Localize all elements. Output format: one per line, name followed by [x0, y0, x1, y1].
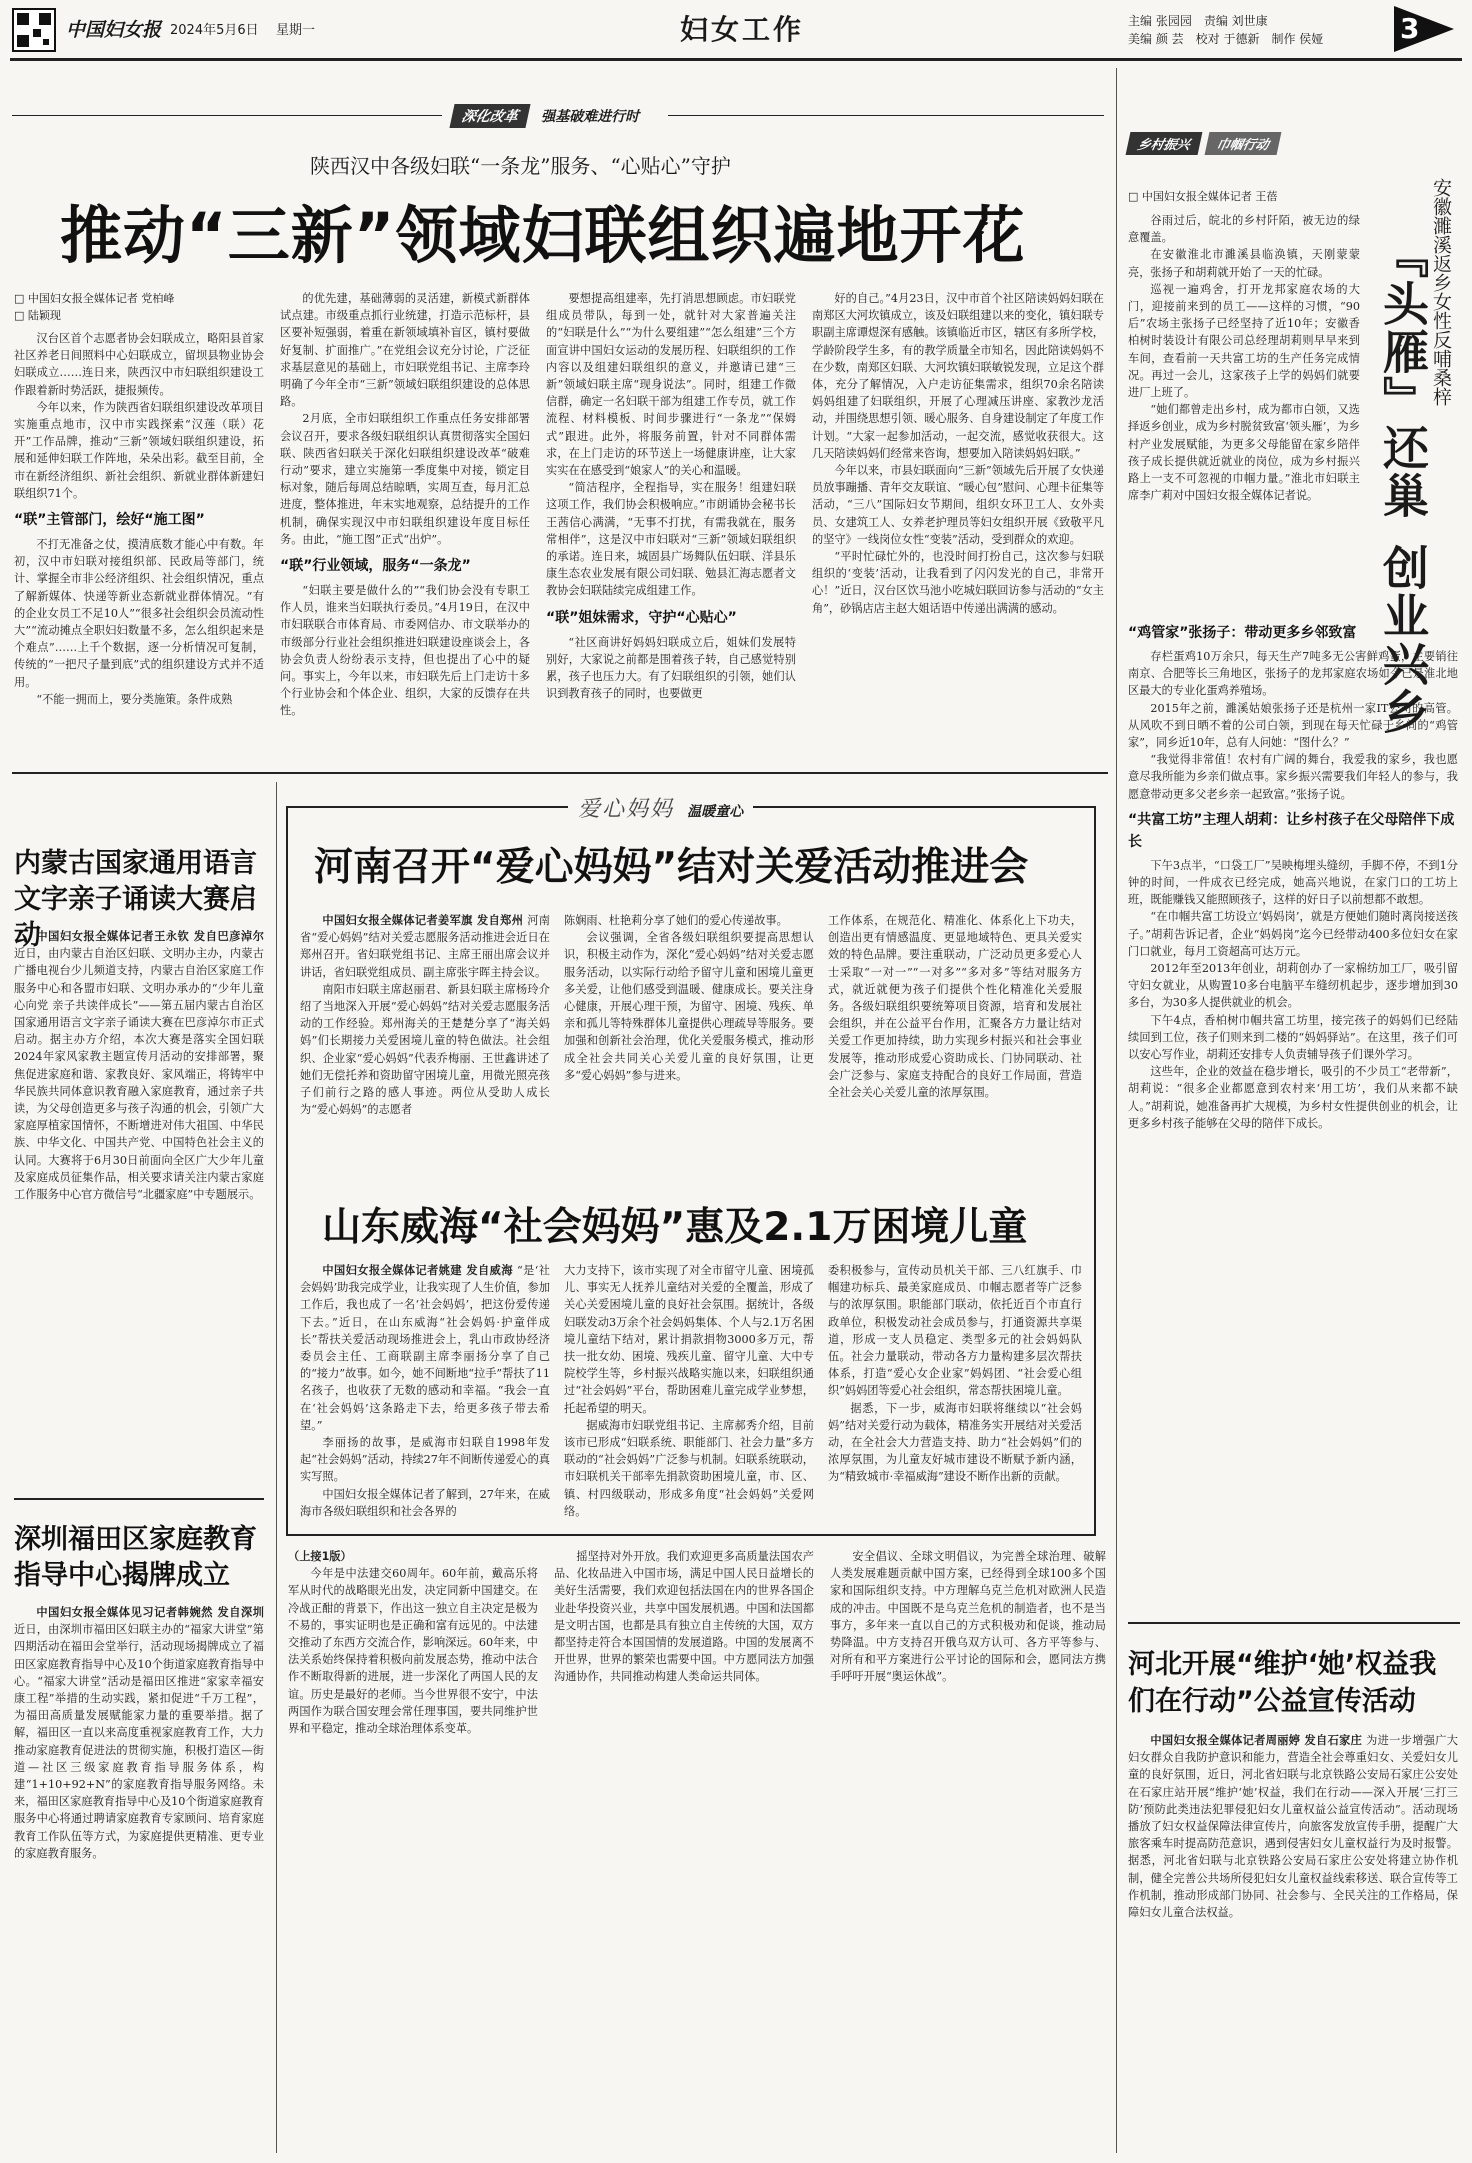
left-news-2-body: 中国妇女报全媒体见习记者韩婉然 发自深圳 近日，由深圳市福田区妇联主办的“福家大讲堂”第四期活动在福田会堂举行，活动现场揭牌成立了福田区家庭教育指导中心及10个街道家庭教育指导中心。“福家大讲堂”活动是福田区推进“家家幸福安康工程”举措的生动实践，紧扣促进“千万工程”，为福田高质量发展赋能家力量的重要举措。据了解，福田区一直以来高度重视家庭教育工作，大力推动家庭教育促进法的贯彻实施，积极打造区—街道—社区三级家庭教育指导服务体系，构建“1+10+92+N”的家庭教育指导服务网络。未来，福田区家庭教育指导中心及10个街道家庭教育服务中心将通过聘请家庭教育专家顾问、培育家庭教育工作队伍等方式，为家庭提供更精准、更专业的家庭教育服务。	[14, 1606, 264, 1860]
left-news-2-title: 深圳福田区家庭教育指导中心揭牌成立	[14, 1524, 257, 1591]
issue-date: 2024年5月6日	[170, 23, 259, 38]
right-story-column-tag: 乡村振兴 巾帼行动	[1128, 132, 1279, 155]
story1-byline: □ 中国妇女报全媒体记者 党柏峰 □ 陆颖现	[14, 292, 175, 322]
story1-subtitle: 陕西汉中各级妇联“一条龙”服务、“心贴心”守护	[310, 154, 731, 178]
page-number: 3	[1400, 12, 1420, 45]
left-news-divider	[14, 1498, 264, 1500]
masthead-rule	[10, 58, 1462, 61]
paper-name: 中国妇女报	[66, 19, 162, 41]
story3-title: 山东威海“社会妈妈”惠及2.1万困境儿童	[322, 1205, 1028, 1250]
story1-tag-rule	[12, 115, 442, 116]
credits-line-1: 主编 张园园 责编 刘世康	[1128, 14, 1268, 28]
right-story-byline: □ 中国妇女报全媒体记者 王蓓	[1128, 190, 1278, 203]
story1-column-2: 的优先建，基础薄弱的灵活建，新模式新群体试点建。市级重点抓行业统建，打造示范标杆，县区要补短强弱，着重在新领域填补盲区，镇村要做好复制、扩面推广。”在党组会议充分讨论，广泛征求基层意见的基础上，市妇联党组书记、主席李玲明确了今年全市“三新”领域妇联组织建设的总体思路。 2月底，全市妇联组织工作重点任务安排部署会议召开，要求各级妇联组织认真贯彻落实全国妇联、陕西省妇联关于深化妇联组织建设改革“破难行动”要求，建立实施第一季度集中对接，锁定目标对象，随后每周总结晾晒，实周互查，每月汇总进度，整体推进，年末实地观察，总结提升的工作机制，确保实现汉中市妇联组织建设年度目标任务。由此，“施工图”正式“出炉”。 “联”行业领域，服务“一条龙” “妇联主要是做什么的”“我们协会没有专职工作人员，谁来当妇联执行委员。”4月19日，在汉中市妇联联合市体育局、市委网信办、市文联举办的市级部分行业社会组织推进妇联建设座谈会上，各协会负责人纷纷表示支持，但也提出了心中的疑问。事实上，今年以来，市妇联先后上门走访十多个行业协会和个体企业、组织，大家的反馈存在共性。	[280, 292, 530, 718]
left-news-1-title: 内蒙古国家通用语言文字亲子诵读大赛启动	[14, 848, 257, 951]
story1-column-tag: 深化改革 强基破难进行时	[452, 104, 639, 128]
right-news-title: 河北开展“维护‘她’权益我们在行动”公益宣传活动	[1128, 1649, 1437, 1717]
story2-title: 河南召开“爱心妈妈”结对关爱活动推进会	[314, 845, 1029, 890]
story1-tag-rule-right	[668, 115, 1104, 116]
story3-column-3: 委积极参与，宣传动员机关干部、三八红旗手、巾帼建功标兵、最美家庭成员、巾帼志愿者等广泛参与的浓厚氛围。职能部门联动，依托近百个市直行政单位，积极发动社会成员参与，打通资源共享渠道，形成一支人员稳定、类型多元的社会妈妈队伍。社会力量联动，带动各方力量构建多层次帮扶体系，打造“爱心女企业家”妈妈团、“社会爱心组织”妈妈团等爱心社会组织，常态帮扶困境儿童。 据悉，下一步，威海市妇联将继续以“社会妈妈”结对关爱行动为载体，精准务实开展结对关爱活动，在全社会大力营造支持、助力“社会妈妈”们的浓厚氛围，为儿童友好城市建设不断赋予新内涵，为“精致城市·幸福威海”建设不断作出新的贡献。	[828, 1264, 1082, 1484]
continued-column-1: （上接1版） 今年是中法建交60周年。60年前，戴高乐将军从时代的战略眼光出发，决定同新中国建交。在冷战正酣的背景下，作出这一独立自主决定是极为不易的，事实证明也是正确和富有远见的。中法建交推动了东西方交流合作，影响深远。60年来，中法关系始终保持着积极向前发展态势，推动中法合作不断取得新的进展，进一步深化了两国人民的友谊。历史是最好的老师。当今世界很不安宁，中法两国作为联合国安理会常任理事国，要共同维护世界和平稳定，推动全球治理体系变革。	[288, 1550, 538, 1736]
right-story-vertical-title: 『头雁』还巢创业兴乡	[1376, 232, 1430, 736]
right-story-intro: 谷雨过后，皖北的乡村阡陌，被无边的绿意覆盖。 在安徽淮北市濉溪县临涣镇，天刚蒙蒙亮，张扬子和胡莉就开始了一天的忙碌。 巡视一遍鸡舍，打开龙邦家庭农场的大门，迎接前来到的员工——这样的习惯，“90后”农场主张扬子已经坚持了近10年；安徽香柏树时装设计有限公司总经理胡莉则早早来到车间，查看前一天共富工坊的生产任务完成情况。再过一会儿，这家孩子上学的妈妈们就要进厂上班了。 “她们都曾走出乡村，成为都市白领，又选择返乡创业，成为乡村脱贫致富‘领头雁’，为乡村产业发展赋能，为更多父母能留在家乡陪伴孩子成长提供就近就业的岗位，成为乡村振兴路上一支不可忽视的巾帼力量。”淮北市妇联主席李广莉对中国妇女报全媒体记者说。	[1128, 214, 1360, 503]
credits-line-2: 美编 颜 芸 校对 于德新 制作 侯娅	[1128, 32, 1324, 46]
right-news-body: 中国妇女报全媒体记者周丽婷 发自石家庄 为进一步增强广大妇女群众自我防护意识和能力，营造全社会尊重妇女、关爱妇女儿童的良好氛围，近日，河北省妇联与北京铁路公安局石家庄公安处在石家庄站开展“维护‘她’权益，我们在行动——深入开展‘三打三防’预防此类违法犯罪侵犯妇女儿童权益公益宣传活动”。活动现场播放了妇女权益保障法律宣传片，向旅客发放宣传手册，提醒广大旅客乘车时提高防范意识，遇到侵害妇女儿童权益行为及时报警。据悉，河北省妇联与北京铁路公安局石家庄公安处将建立协作机制，健全完善公共场所侵犯妇女儿童权益线索移送、联合宣传等工作机制，推动形成部门协同、社会参与、全民关注的工作格局，保障妇女儿童合法权益。	[1128, 1734, 1458, 1920]
story3-column-2: 大力支持下，该市实现了对全市留守儿童、困境孤儿、事实无人抚养儿童结对关爱的全覆盖，形成了关心关爱困境儿童的良好社会氛围。据统计，各级妇联发动3万余个社会妈妈集体、个人与2.1万名困境儿童结下结对，累计捐款捐物3000多万元，帮扶一批女幼、困境、残疾儿童、留守儿童、大中专院校学生等，乡村振兴战略实施以来，妇联组织通过“社会妈妈”平台，帮助困难儿童完成学业梦想，托起希望的明天。 据威海市妇联党组书记、主席郝秀介绍，目前该市已形成“妇联系统、职能部门、社会力量”多方联动的“社会妈妈”广泛参与机制。妇联系统联动，市妇联机关干部率先捐款资助困境儿童，市、区、镇、村四级联动，形成多角度“社会妈妈”关爱网络。	[564, 1264, 814, 1518]
section-name: 妇女工作	[680, 13, 805, 46]
story1-title: 推动“三新”领域妇联组织遍地开花	[60, 199, 1026, 272]
continued-column-2: 摇坚持对外开放。我们欢迎更多高质量法国农产品、化妆品进入中国市场，满足中国人民日益增长的美好生活需要，我们欢迎包括法国在内的世界各国企业赴华投资兴业，共享中国发展机遇。中国和法国都是文明古国，也都是具有独立自主传统的大国，双方都坚持走符合本国国情的发展道路。中国的发展离不开世界，世界的繁荣也需要中国。中方愿同法方加强沟通协作，共同推动构建人类命运共同体。	[554, 1550, 814, 1684]
story2-column-2: 陈娴雨、杜艳莉分享了她们的爱心传递故事。 会议强调，全省各级妇联组织要提高思想认识，积极主动作为，深化“爱心妈妈”结对关爱志愿服务活动，以实际行动给予留守儿童和困境儿童更多关爱，让他们感受到温暖、健康成长。要关注身心健康，开展心理干预，为留守、困境、残疾、单亲和孤儿等特殊群体儿童提供心理疏导等服务。要加强和创新社会治理，优化关爱服务模式，推动形成全社会共同关心关爱儿童的良好氛围，让更多“爱心妈妈”参与进来。	[564, 914, 814, 1082]
left-column-divider	[276, 782, 277, 2153]
right-story-body: “鸡管家”张扬子：带动更多乡邻致富 存栏蛋鸡10万余只，每天生产7吨多无公害鲜鸡蛋，主要销往南京、合肥等长三角地区，张扬子的龙邦家庭农场如今已是淮北地区最大的专业化蛋鸡养殖场。 2015年之前，濉溪姑娘张扬子还是杭州一家IT公司的高管。从风吹不到日晒不着的公司白领，到现在每天忙碌于乡间的“鸡管家”，同乡近10年，总有人问她：“图什么？” “我觉得非常值！农村有广阔的舞台，我爱我的家乡，我也愿意尽我所能为乡亲们做点事。家乡振兴需要我们年轻人的参与，我愿意带动更多父老乡亲一起致富。”张扬子说。 “共富工坊”主理人胡莉：让乡村孩子在父母陪伴下成长 下午3点半，“口袋工厂”吴映梅埋头缝纫，手脚不停，不到1分钟的时间，一件成衣已经完成，她高兴地说，在家门口的工坊上班，既能赚钱又能照顾孩子，这样的好日子以前想都不敢想。 “在巾帼共富工坊设立‘妈妈岗’，就是方便她们随时离岗接送孩子。”胡莉告诉记者，企业“妈妈岗”迄今已经带动400多位妇女在家门口就业，每月工资超高可达万元。 2012年至2013年创业，胡莉创办了一家棉纺加工厂，吸引留守妇女就业，从购置10多台电脑平车缝纫机起步，逐步增加到30多台，为30多人提供就业的机会。 下午4点，香柏树巾帼共富工坊里，接完孩子的妈妈们已经陆续回到工位，孩子们则来到二楼的“妈妈驿站”。在这里，孩子们可以安心写作业，胡莉还安排专人负责辅导孩子们课外学习。 这些年，企业的效益在稳步增长，吸引的不少员工“老带新”，胡莉说：“很多企业都愿意到农村来‘用工坊’，我们从来都不缺人。”胡莉说，她准备再扩大规模，为乡村女性提供创业的机会，让更多乡村孩子能够在父母的陪伴下成长。	[1128, 625, 1458, 1130]
issue-weekday: 星期一	[276, 23, 316, 38]
qr-code	[12, 8, 56, 52]
story2-column-3: 工作体系，在规范化、精准化、体系化上下功夫，创造出更有情感温度、更显地域特色、更具关爱实效的特色品牌。要注重联动，广泛动员更多爱心人士采取“一对一”“一对多”“多对多”等结对服务方式，就近就便为孩子们提供个性化精准化关爱服务。各级妇联组织要统筹项目资源，培育和发展社会组织，并在公益平台作用，汇聚各方力量让结对关爱工作更加持续，助力实现乡村振兴和社会事业发展等，推动形成爱心资助成长、门协同联动、社会广泛参与、家庭支持配合的良好工作局面，营造全社会关心关爱儿童的浓厚氛围。	[828, 914, 1082, 1100]
right-news-divider	[1128, 1622, 1460, 1624]
story3-column-1: 中国妇女报全媒体记者姚建 发自威海 “是‘社会妈妈’助我完成学业，让我实现了人生价值，参加工作后，我也成了一名‘社会妈妈’，把这份爱传递下去。”近日，在山东威海“社会妈妈·护童伴成长”帮扶关爱活动现场推进会上，乳山市政协经济委员会主任、工商联副主席李丽扬分享了自己的“接力”故事。如今，她不间断地“拉手”帮扶了11名孩子，也收获了无数的感动和幸福。“我会一直在‘社会妈妈’这条路走下去，给更多孩子带去希望。” 李丽扬的故事，是威海市妇联自1998年发起“社会妈妈”活动，持续27年不间断传递爱心的真实写照。 中国妇女报全媒体记者了解到，27年来，在威海市各级妇联组织和社会各界的	[300, 1264, 550, 1518]
story1-column-3: 要想提高组建率，先打消思想顾虑。市妇联党组成员带队，每到一处，就针对大家普遍关注的“妇联是什么”“为什么要组建”“怎么组建”三个方面宣讲中国妇女运动的发展历程、妇联组织的工作内容以及组建妇联组织的意义，并邀请已建“三新”领域妇联主席“现身说法”。同时，组建工作微信群，确定一名妇联干部为组建工作专员，就工作流程、材料模板、时间步骤进行“一条龙”“保姆式”跟进。此外，将服务前置，针对不同群体需求，在上门走访的环节送上一场健康讲座，让大家实实在在感受到“娘家人”的关心和温暖。 “简洁程序，全程指导，实在服务！组建妇联这项工作，我们协会积极响应。”市朗诵协会秘书长王茜信心满满，“无事不打扰，有需我就在，服务常相伴”，这是汉中市妇联对“三新”领域妇联组织的承诺。连日来，城固县广场舞队伍妇联、洋县乐康生态农业发展有限公司妇联、勉县汇海志愿者文教协会妇联陆续完成组建工作。 “联”姐妹需求，守护“心贴心” “社区商讲好妈妈妇联成立后，姐妹们发展特别好，大家说之前都是围着孩子转，自己感觉特别累，孩子也压力大。有了妇联组织的引领，她们认识到教育孩子的同时，也要做更	[546, 292, 796, 701]
right-column-divider	[1116, 68, 1117, 2153]
right-story-vertical-subtitle: 安徽濉溪返乡女性反哺桑梓	[1430, 178, 1452, 406]
story1-column-1: 汉台区首个志愿者协会妇联成立，略阳县首家社区养老日间照料中心妇联成立，留坝县物业协会妇联成立……连日来，陕西汉中市妇联组织建设工作跟着新时势活跃，捷报频传。 今年以来，作为陕西省妇联组织建设改革项目实施重点地市，汉中市实践探索“汉莲（联）花开”工作品牌，推动“三新”领域妇联组织建设，拓展和延伸妇联工作阵地，朵朵出彩。截至目前，全市在新经济组织、新社会组织、新就业群体新建妇联组织71个。 “联”主管部门，绘好“施工图” 不打无准备之仗，摸清底数才能心中有数。年初，汉中市妇联对接组织部、民政局等部门，统计、掌握全市非公经济组织、社会组织情况，重点了解新媒体、快递等新业态新就业群体情况。“有的企业女员工不足10人”“很多社会组织会员流动性大”“流动摊点全职妇妇数量不多，怎么组织起来是个难点”……上千个数据，逐一分析情况可复制，传统的“一把尺子量到底”式的组织建设方式并不适用。 “不能一拥而上，要分类施策。条件成熟	[14, 332, 264, 706]
story1-bottom-rule	[12, 772, 1108, 774]
left-news-1-body: 中国妇女报全媒体记者王永钦 发自巴彦淖尔 近日，由内蒙古自治区妇联、文明办主办，内蒙古广播电视台少儿频道支持，内蒙古自治区家庭工作服务中心和各盟市妇联、文明办承办的“少年儿童心向党 亲子共读伴成长”——第五届内蒙古自治区国家通用语言文字亲子诵读大赛在巴彦淖尔市正式启动。据主办方介绍，本次大赛是落实全国妇联2024年家风家教主题宣传月活动的安排部署，聚焦促进家庭和谐、家教良好、家风端正，将铸牢中华民族共同体意识教育融入家庭教育，通过亲子共读，为父母创造更多与孩子沟通的机会，引领广大家庭厚植家国情怀，不断增进对伟大祖国、中华民族、中华文化、中国共产党、中国特色社会主义的认同。大赛将于6月30日前面向全区广大少年儿童及家庭成员征集作品，相关要求请关注内蒙古家庭工作服务中心官方微信号“北疆家庭”中专题展示。	[14, 930, 264, 1202]
story1-column-4: 好的自己。”4月23日，汉中市首个社区陪读妈妈妇联在南郑区大河坎镇成立，该及妇联组建以来的变化，镇妇联专职副主席谭煜深有感触。该镇临近市区，辖区有多所学校，学龄阶段学生多，有的教学质量全市知名，因此陪读妈妈不在少数，南郑区妇联、大河坎镇妇联敏锐发现，立足这个群体，充分了解情况，入户走访征集需求，组织70余名陪读妈妈组建了妇联组织，开展了心理减压讲座、家教沙龙活动，并围绕思想引领、暖心服务、自身建设制定了年度工作计划。“大家一起参加活动，一起交流，感觉收获很大。这几天陪读妈妈们经常来咨询，想要加入陪读妈妈妇联。” 今年以来，市县妇联面向“三新”领域先后开展了女快递员放事蹦播、青年交友联谊、“暖心包”慰问、心理卡征集等活动，“三八”国际妇女节期间，组织女环卫工人、女外卖员、女建筑工人、女养老护理员等妇女组织开展《致敬平凡的坚守》一线岗位女性“变装”活动，受到群众的欢迎。 “平时忙碌忙外的，也没时间打扮自己，这次参与妇联组织的‘变装’活动，让我看到了闪闪发光的自己，非常开心！”近日，汉台区饮马池小吃城妇联回访参与活动的“女主角”，砂锅店店主赵大姐话语中传递出满满的感动。	[812, 292, 1104, 615]
story2-column-tag: 爱心妈妈 温暖童心	[568, 792, 753, 823]
continued-column-3: 安全倡议、全球文明倡议，为完善全球治理、破解人类发展难题贡献中国方案，已经得到全球100多个国家和国际组织支持。中方理解乌克兰危机对欧洲人民造成的冲击。中国既不是乌克兰危机的制造者，也不是当事方，多年来一直以自己的方式积极劝和促谈，推动局势降温。中方支持召开俄乌双方认可、各方平等参与、对所有和平方案进行公平讨论的国际和会，愿同法方携手呼吁开展“奥运休战”。	[830, 1550, 1106, 1684]
story2-column-1: 中国妇女报全媒体记者姜军旗 发自郑州 河南省“爱心妈妈”结对关爱志愿服务活动推进会近日在郑州召开。省妇联党组书记、主席王丽出席会议并讲话，省妇联党组成员、副主席张宇晖主持会议。 南阳市妇联主席赵丽君、新县妇联主席杨玲介绍了当地深入开展“爱心妈妈”结对关爱志愿服务活动的工作经验。郑州海关的王楚楚分享了“海关妈妈”们长期接力关爱困境儿童的特色做法。社会组织、企业家“爱心妈妈”代表乔梅丽、王世鑫讲述了她们无偿托养和资助留守困境儿童，用微光照亮孩子们前行之路的感人事迹。两位从受助人成长为“爱心妈妈”的志愿者	[300, 914, 550, 1117]
page-number-box	[1394, 6, 1454, 52]
